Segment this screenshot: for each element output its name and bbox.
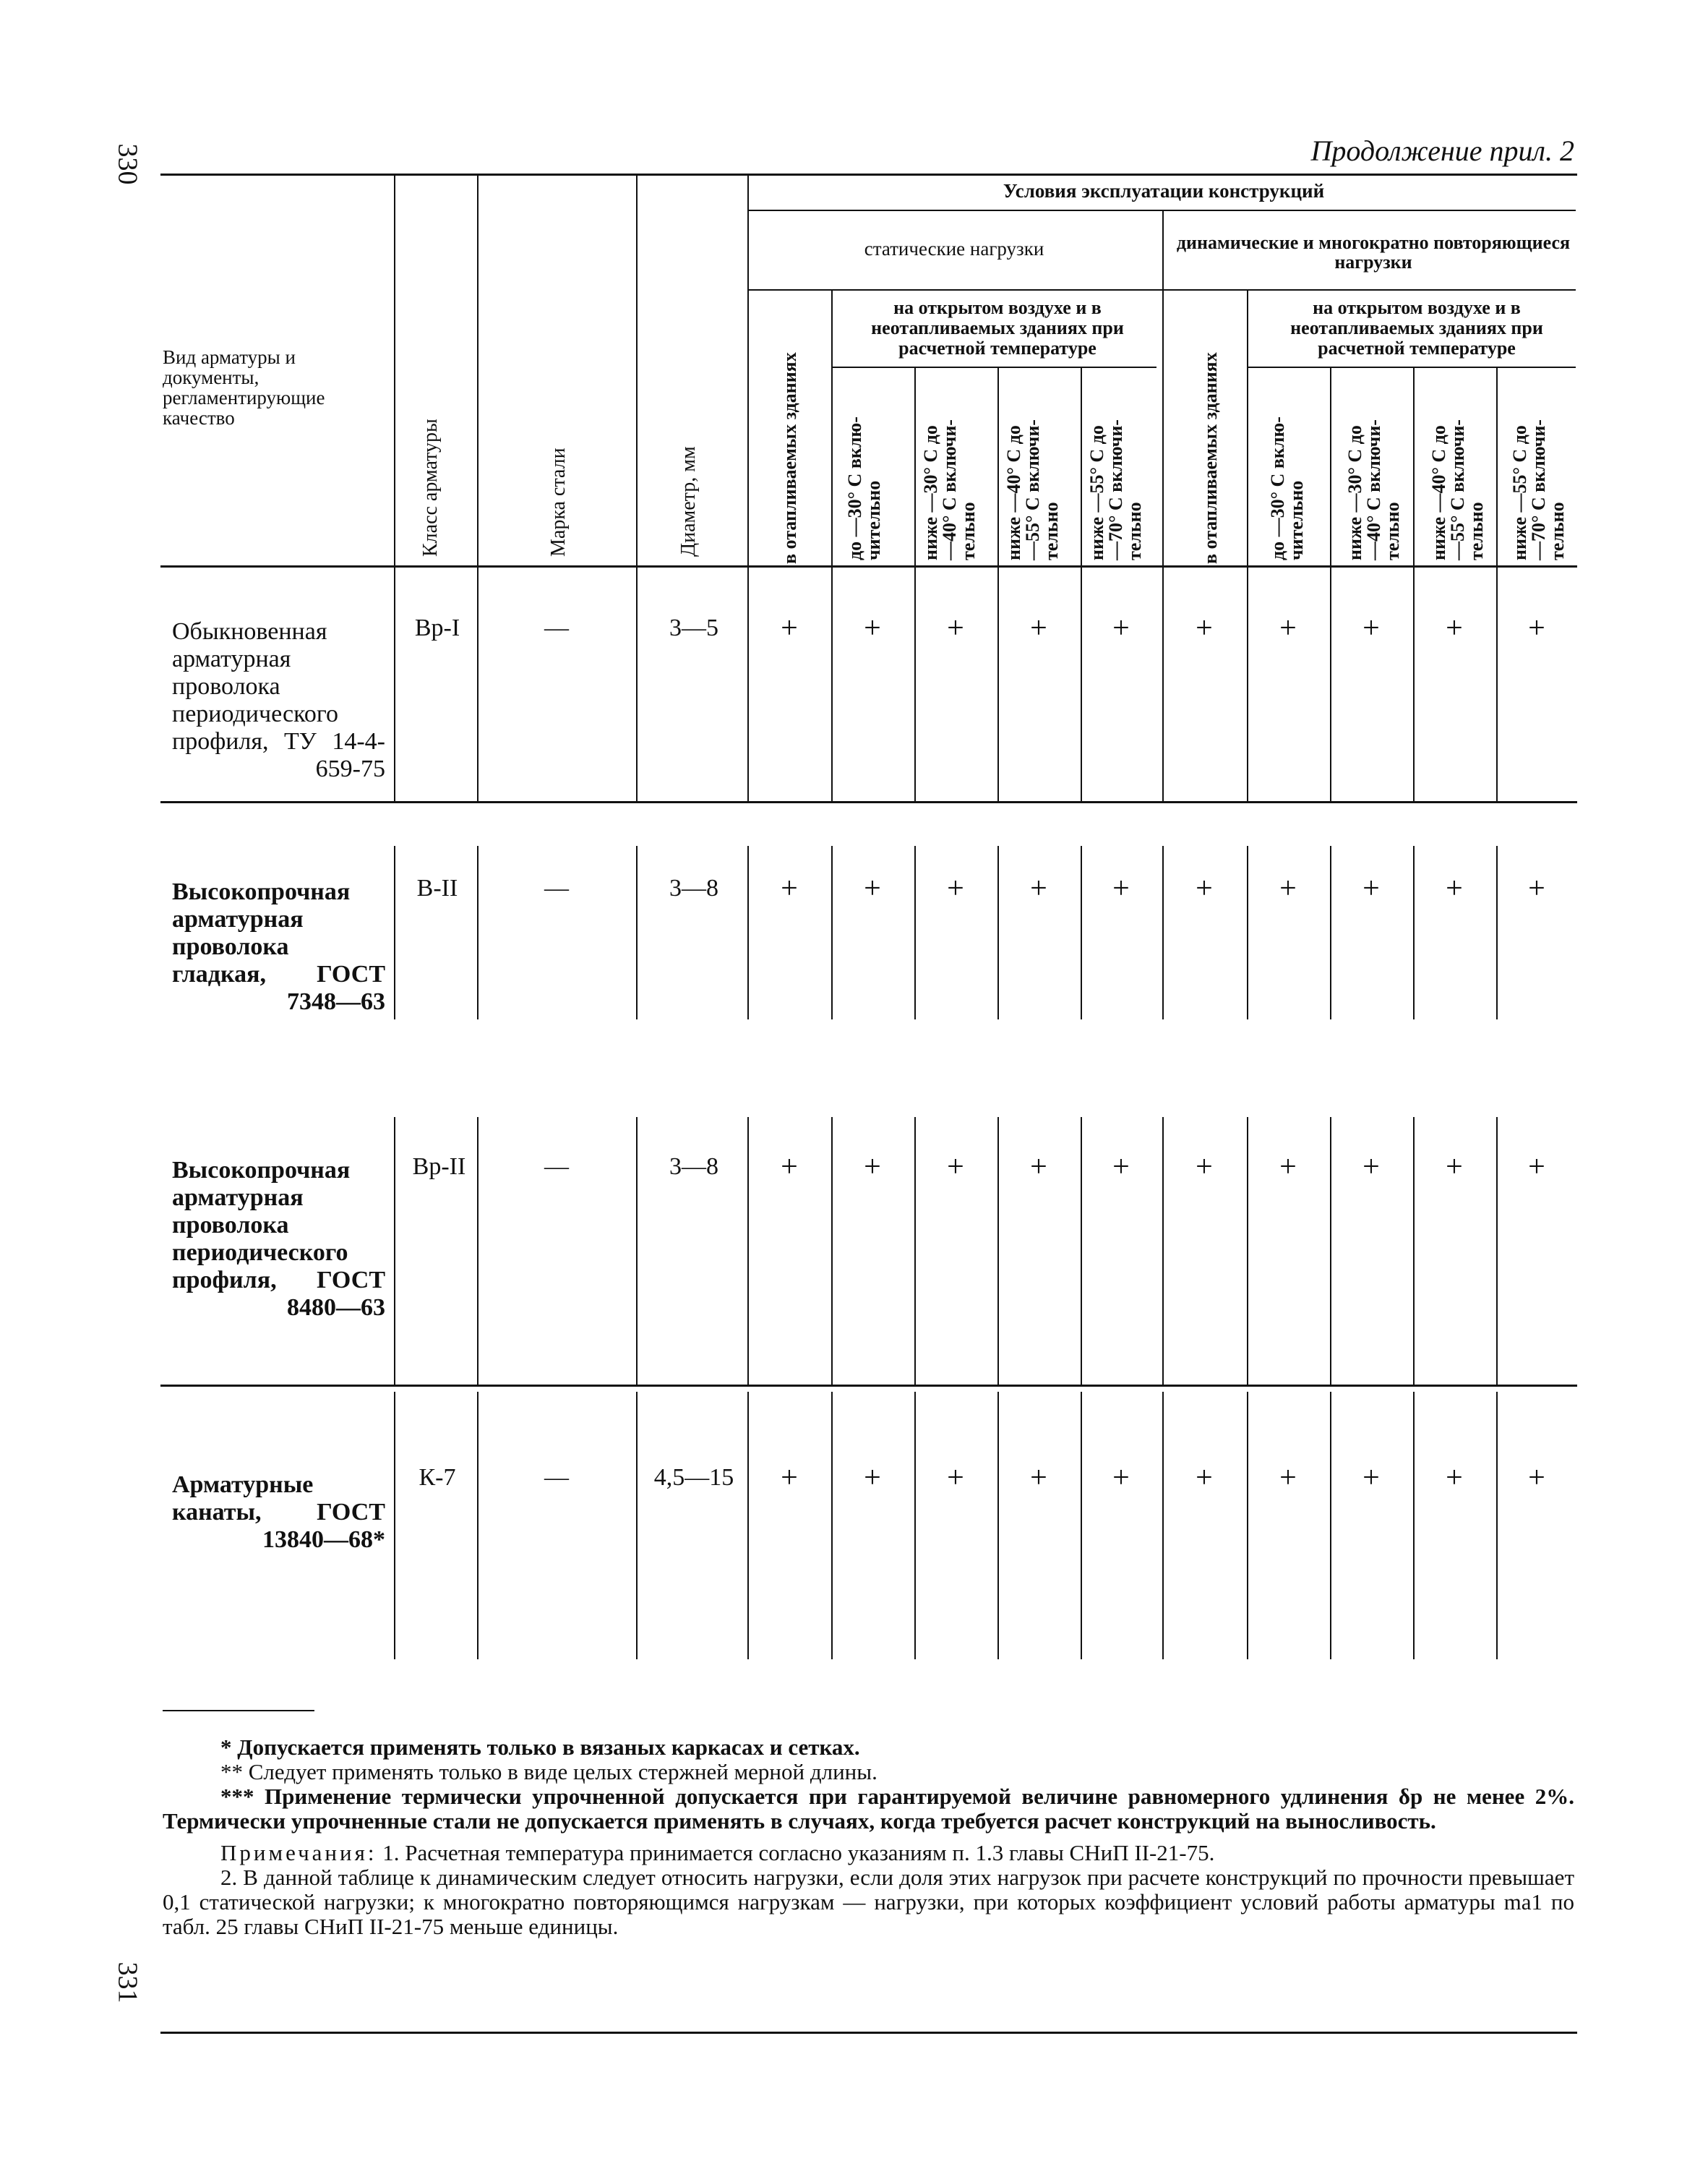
body-line <box>394 1117 395 1385</box>
header-heated-static: в отапливаемых зданиях <box>779 352 800 564</box>
footnote-3: *** Применение термически упрочненной допускается при гарантируемой величине равномерного удлинения δр не менее 2%. Термически упрочненные стали не допускается применять в случаях, когда требуется расчет конструкций на выносливость. <box>163 1784 1574 1834</box>
row-1-name: Обыкновенная арматурная проволока периодического профиля, ТУ 14-4-659-75 <box>172 618 385 782</box>
row-2-mark-1: + <box>781 872 798 905</box>
body-line <box>831 1392 833 1659</box>
row-2-mark-9: + <box>1446 872 1463 905</box>
col-line-6 <box>914 367 916 568</box>
header-temp-static-1: до —30° С вклю- чительно <box>844 416 884 560</box>
body-line <box>831 846 833 1019</box>
header-class: Класс арматуры <box>419 419 442 557</box>
row-4-steel: — <box>544 1464 569 1491</box>
note-1 <box>163 1841 1574 1865</box>
body-line <box>1081 568 1082 801</box>
rule-outdoor-dynamic <box>1247 367 1576 368</box>
row-1-mark-1: + <box>781 612 798 645</box>
page-number-top: 330 <box>112 143 143 185</box>
row-4-mark-10: + <box>1528 1461 1545 1494</box>
body-line <box>1081 1117 1082 1385</box>
col-line-13 <box>1496 367 1498 568</box>
header-conditions: Условия эксплуатации конструкций <box>1003 180 1325 202</box>
body-line <box>914 1117 916 1385</box>
row-4-class: К-7 <box>419 1464 456 1491</box>
header-steel: Марка стали <box>547 448 570 557</box>
row-3-mark-10: + <box>1528 1150 1545 1184</box>
row-3-mark-6: + <box>1196 1150 1213 1184</box>
body-line <box>1247 846 1248 1019</box>
top-rule <box>160 174 1577 176</box>
body-line <box>1330 1392 1331 1659</box>
row-4-mark-9: + <box>1446 1461 1463 1494</box>
col-line-9 <box>1162 210 1164 568</box>
col-line-7 <box>997 367 999 568</box>
col-line-8 <box>1081 367 1082 568</box>
footnote-1: * Допускается применять только в вязаных каркасах и сетках. <box>220 1734 860 1760</box>
continuation-label: Продолжение прил. 2 <box>1310 134 1574 167</box>
row-rule-2 <box>160 1385 1577 1387</box>
row-1-mark-4: + <box>1030 612 1047 645</box>
row-1-class: Вр-I <box>414 615 460 641</box>
body-line <box>477 846 479 1019</box>
body-line <box>914 846 916 1019</box>
body-line <box>747 846 749 1019</box>
body-line <box>1413 568 1415 801</box>
col-line-4 <box>747 174 749 568</box>
header-temp-static-3: ниже —40° С до —55° С включи- тельно <box>1003 419 1062 560</box>
body-line <box>1413 846 1415 1019</box>
col-line-5 <box>831 289 833 568</box>
body-line <box>747 1392 749 1659</box>
body-line <box>1247 1117 1248 1385</box>
row-4-mark-8: + <box>1362 1461 1380 1494</box>
row-4-mark-2: + <box>864 1461 881 1494</box>
footnote-2: ** Следует применять только в виде целых стержней мерной длины. <box>220 1759 877 1784</box>
header-outdoor-dynamic: на открытом воздухе и в неотапливаемых зданиях при расчетной температуре <box>1290 297 1543 359</box>
body-line <box>1496 568 1498 801</box>
body-line <box>1496 1117 1498 1385</box>
body-line <box>1081 1392 1082 1659</box>
row-2-mark-8: + <box>1362 872 1380 905</box>
body-line <box>394 1392 395 1659</box>
body-line <box>636 1117 638 1385</box>
row-2-name: Высокопрочная арматурная проволока гладкая, ГОСТ 7348—63 <box>172 878 385 1015</box>
header-diameter: Диаметр, мм <box>677 446 700 557</box>
row-2-mark-7: + <box>1279 872 1297 905</box>
row-2-mark-2: + <box>864 872 881 905</box>
row-2-mark-6: + <box>1196 872 1213 905</box>
row-2-diameter: 3—8 <box>669 875 718 902</box>
rule-groups <box>747 289 1576 291</box>
row-4-mark-5: + <box>1112 1461 1130 1494</box>
header-outdoor-static: на открытом воздухе и в неотапливаемых зданиях при расчетной температуре <box>871 297 1124 359</box>
row-1-mark-7: + <box>1279 612 1297 645</box>
row-rule-1 <box>160 801 1577 803</box>
body-line <box>1330 846 1331 1019</box>
row-3-class: Вр-II <box>412 1153 466 1180</box>
body-line <box>997 568 999 801</box>
header-heated-dynamic: в отапливаемых зданиях <box>1200 352 1221 564</box>
rule-outdoor-static <box>831 367 1156 368</box>
row-3-mark-2: + <box>864 1150 881 1184</box>
body-line <box>1162 568 1164 801</box>
header-temp-dynamic-3: ниже —40° С до —55° С включи- тельно <box>1428 419 1487 560</box>
row-3-steel: — <box>544 1153 569 1180</box>
body-line <box>636 1392 638 1659</box>
row-1-mark-6: + <box>1196 612 1213 645</box>
header-dynamic-group: динамические и многократно повторяющиеся нагрузки <box>1176 232 1571 273</box>
note-2: 2. В данной таблице к динамическим следует относить нагрузки, если доля этих нагрузок при расчете конструкций по прочности превышает 0,1 статической нагрузки; к многократно повторяющимся нагрузкам — нагрузки, при которых коэффициент условий работы арматуры mа1 по табл. 25 главы СНиП II-21-75 меньше единицы. <box>163 1865 1574 1939</box>
body-line <box>1247 1392 1248 1659</box>
row-2-mark-10: + <box>1528 872 1545 905</box>
header-bottom-rule <box>160 565 1577 568</box>
row-3-mark-4: + <box>1030 1150 1047 1184</box>
body-line <box>997 1392 999 1659</box>
row-2-class: В-II <box>416 875 458 902</box>
body-line <box>997 1117 999 1385</box>
body-line <box>394 568 395 801</box>
row-2-mark-5: + <box>1112 872 1130 905</box>
row-3-mark-5: + <box>1112 1150 1130 1184</box>
row-4-mark-7: + <box>1279 1461 1297 1494</box>
body-line <box>1413 1392 1415 1659</box>
footnotes-block <box>163 1735 1574 1939</box>
row-3-mark-3: + <box>947 1150 964 1184</box>
row-2-mark-4: + <box>1030 872 1047 905</box>
col-line-11 <box>1330 367 1331 568</box>
header-static-group: статические нагрузки <box>864 238 1044 260</box>
col-line-3 <box>636 174 638 568</box>
row-1-mark-3: + <box>947 612 964 645</box>
row-2-steel: — <box>544 875 569 902</box>
notes-label: Примечания: <box>220 1840 377 1865</box>
row-1-mark-8: + <box>1362 612 1380 645</box>
col-line-12 <box>1413 367 1415 568</box>
body-line <box>1330 568 1331 801</box>
col-line-2 <box>477 174 479 568</box>
body-line <box>831 568 833 801</box>
row-3-mark-7: + <box>1279 1150 1297 1184</box>
row-3-diameter: 3—8 <box>669 1153 718 1180</box>
header-temp-dynamic-2: ниже —30° С до —40° С включи- тельно <box>1344 419 1403 560</box>
body-line <box>1496 846 1498 1019</box>
row-4-name: Арматурные канаты, ГОСТ 13840—68* <box>172 1471 385 1553</box>
row-4-diameter: 4,5—15 <box>653 1464 734 1491</box>
row-1-diameter: 3—5 <box>669 615 718 641</box>
body-line <box>1247 568 1248 801</box>
header-temp-dynamic-1: до —30° С вклю- чительно <box>1267 416 1307 560</box>
row-3-mark-9: + <box>1446 1150 1463 1184</box>
col-line-1 <box>394 174 395 568</box>
row-2-mark-3: + <box>947 872 964 905</box>
body-line <box>1162 846 1164 1019</box>
row-4-mark-1: + <box>781 1461 798 1494</box>
row-3-name: Высокопрочная арматурная проволока периодического профиля, ГОСТ 8480—63 <box>172 1157 385 1321</box>
row-1-mark-9: + <box>1446 612 1463 645</box>
row-1-steel: — <box>544 615 569 641</box>
body-line <box>636 568 638 801</box>
col-line-10 <box>1247 289 1248 568</box>
body-line <box>1081 846 1082 1019</box>
footnote-rule <box>163 1710 314 1711</box>
row-4-mark-4: + <box>1030 1461 1047 1494</box>
body-line <box>997 846 999 1019</box>
body-line <box>1496 1392 1498 1659</box>
bottom-rule <box>160 2032 1577 2034</box>
body-line <box>1330 1117 1331 1385</box>
body-line <box>477 1117 479 1385</box>
row-3-mark-1: + <box>781 1150 798 1184</box>
header-temp-static-4: ниже —55° С до —70° С включи- тельно <box>1086 419 1145 560</box>
body-line <box>1162 1117 1164 1385</box>
header-kind: Вид арматуры и документы, регламентирующие качество <box>163 346 325 429</box>
body-line <box>1413 1117 1415 1385</box>
row-4-mark-3: + <box>947 1461 964 1494</box>
body-line <box>747 1117 749 1385</box>
row-3-mark-8: + <box>1362 1150 1380 1184</box>
row-1-mark-5: + <box>1112 612 1130 645</box>
row-1-mark-2: + <box>864 612 881 645</box>
body-line <box>394 846 395 1019</box>
header-temp-dynamic-4: ниже —55° С до —70° С включи- тельно <box>1509 419 1568 560</box>
body-line <box>914 1392 916 1659</box>
body-line <box>914 568 916 801</box>
body-line <box>636 846 638 1019</box>
note-1-text: 1. Расчетная температура принимается согласно указаниям п. 1.3 главы СНиП II-21-75. <box>382 1840 1215 1865</box>
body-line <box>477 1392 479 1659</box>
body-line <box>747 568 749 801</box>
rule-conditions <box>747 210 1576 211</box>
page-number-bottom: 331 <box>112 1961 143 2003</box>
header-temp-static-2: ниже —30° С до —40° С включи- тельно <box>920 419 979 560</box>
body-line <box>831 1117 833 1385</box>
body-line <box>1162 1392 1164 1659</box>
row-4-mark-6: + <box>1196 1461 1213 1494</box>
body-line <box>477 568 479 801</box>
row-1-mark-10: + <box>1528 612 1545 645</box>
